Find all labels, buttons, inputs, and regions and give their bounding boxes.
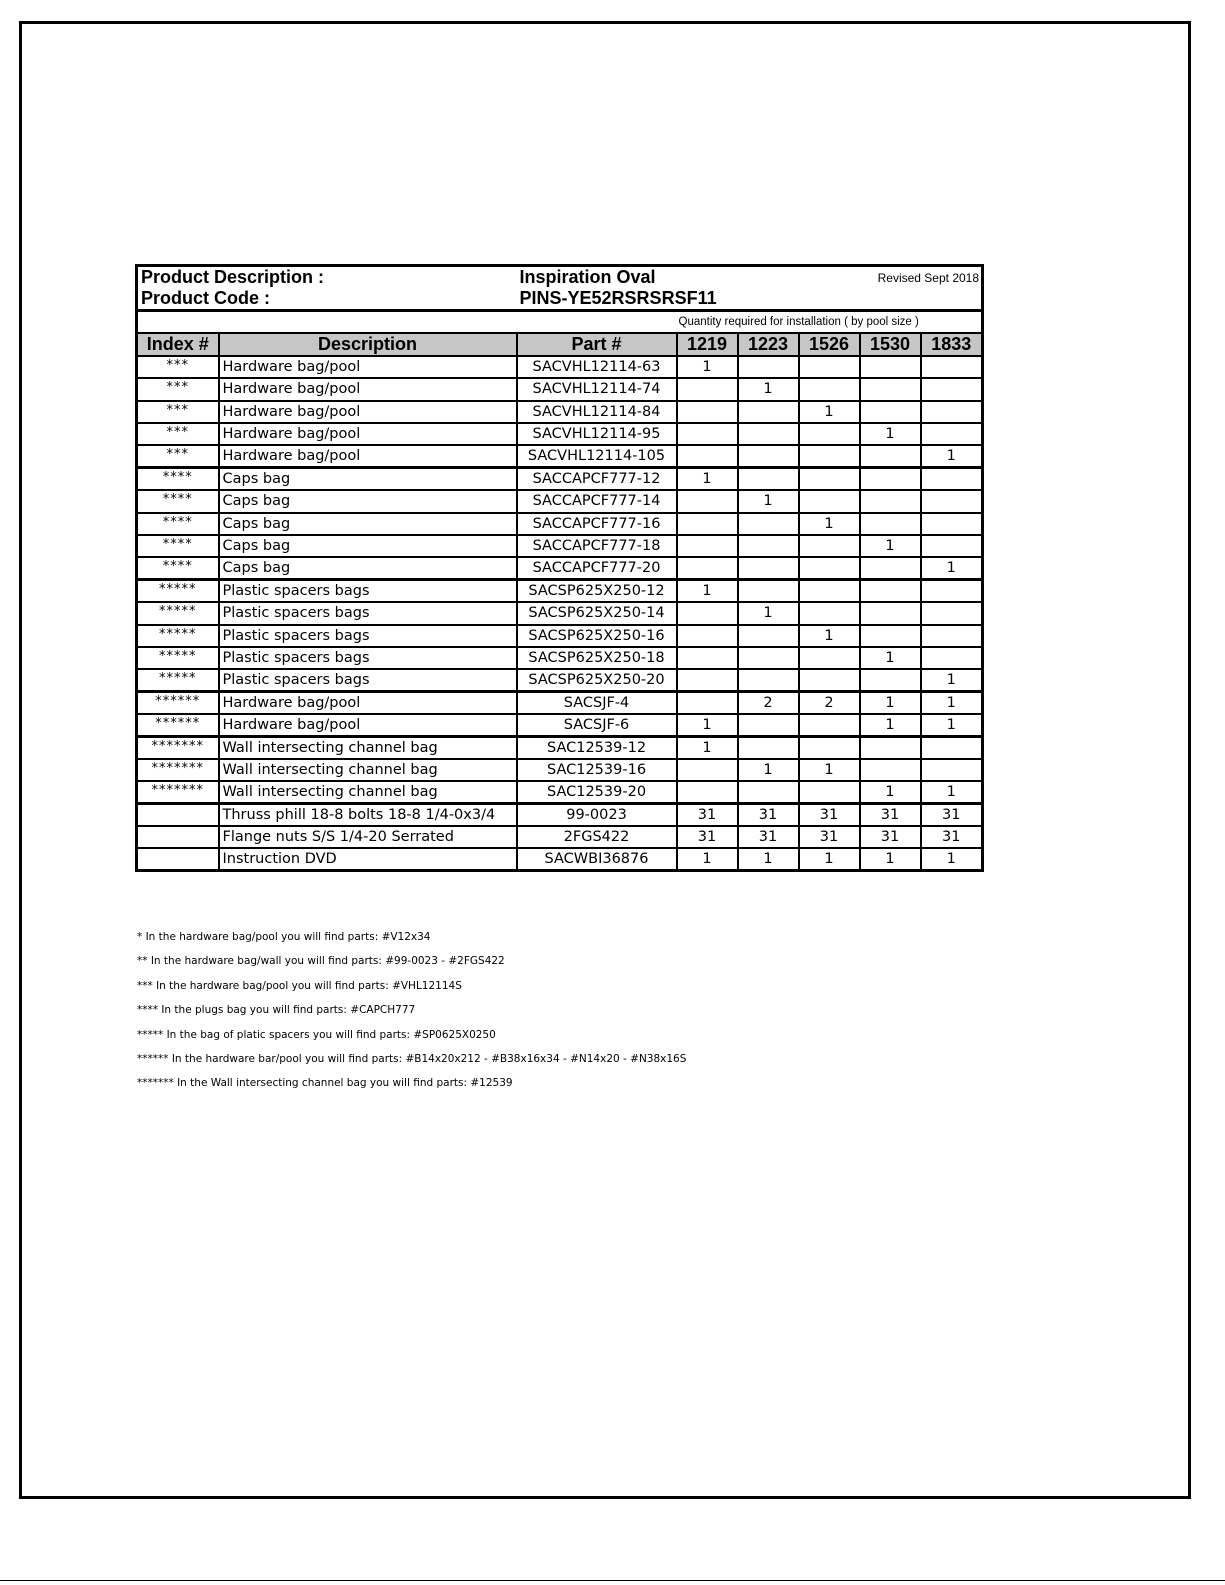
quantity-cell: [860, 468, 921, 490]
table-row: [137, 737, 983, 759]
quantity-cell: [921, 737, 983, 759]
quantity-cell: 1: [677, 848, 738, 870]
description-cell: Thruss phill 18-8 bolts 18-8 1/4-0x3/4: [219, 804, 517, 826]
index-cell: ***: [137, 401, 219, 423]
quantity-cell: [677, 423, 738, 445]
part-number-cell: SACWBI36876: [517, 848, 677, 870]
table-row: [137, 602, 983, 624]
quantity-cell: 31: [860, 804, 921, 826]
index-cell: *****: [137, 669, 219, 691]
caption-spacer: [137, 311, 677, 333]
footnote: ***** In the bag of platic spacers you will find parts: #SP0625X0250: [137, 1028, 496, 1041]
quantity-cell: 1: [921, 557, 983, 579]
quantity-cell: [677, 625, 738, 647]
quantity-cell: 31: [799, 826, 860, 848]
quantity-cell: [677, 669, 738, 691]
description-cell: Caps bag: [219, 513, 517, 535]
index-cell: ****: [137, 468, 219, 490]
part-number-cell: SAC12539-20: [517, 781, 677, 803]
part-number-cell: SACCAPCF777-14: [517, 490, 677, 512]
quantity-cell: [921, 580, 983, 602]
footnote: * In the hardware bag/pool you will find parts: #V12x34: [137, 931, 431, 943]
index-cell: ***: [137, 445, 219, 467]
index-cell: ******: [137, 714, 219, 736]
description-cell: Instruction DVD: [219, 848, 517, 870]
quantity-cell: [738, 737, 799, 759]
index-cell: *******: [137, 737, 219, 759]
quantity-cell: [677, 490, 738, 512]
col-header-size-1219: 1219: [677, 333, 738, 356]
index-cell: ****: [137, 535, 219, 557]
quantity-cell: 1: [738, 490, 799, 512]
description-cell: Plastic spacers bags: [219, 625, 517, 647]
quantity-cell: 1: [677, 468, 738, 490]
quantity-cell: 2: [738, 692, 799, 714]
table-row: [137, 490, 983, 512]
quantity-cell: [921, 468, 983, 490]
quantity-cell: [860, 580, 921, 602]
table-row: [137, 468, 983, 490]
quantity-cell: [677, 759, 738, 781]
quantity-cell: [677, 557, 738, 579]
quantity-cell: [738, 401, 799, 423]
quantity-cell: 1: [860, 692, 921, 714]
part-number-cell: SACCAPCF777-16: [517, 513, 677, 535]
quantity-cell: 1: [860, 714, 921, 736]
quantity-cell: [921, 490, 983, 512]
description-cell: Plastic spacers bags: [219, 669, 517, 691]
quantity-cell: [860, 401, 921, 423]
quantity-cell: 31: [860, 826, 921, 848]
table-row: [137, 759, 983, 781]
quantity-cell: 2: [799, 692, 860, 714]
quantity-cell: [921, 759, 983, 781]
description-cell: Caps bag: [219, 468, 517, 490]
table-row: [137, 826, 983, 848]
part-number-cell: SACVHL12114-95: [517, 423, 677, 445]
product-code-row: [137, 288, 983, 311]
part-number-cell: 99-0023: [517, 804, 677, 826]
quantity-cell: [921, 535, 983, 557]
quantity-cell: [860, 490, 921, 512]
quantity-cell: [677, 535, 738, 557]
part-number-cell: SAC12539-16: [517, 759, 677, 781]
index-cell: ******: [137, 692, 219, 714]
quantity-cell: [738, 669, 799, 691]
table-row: [137, 535, 983, 557]
index-cell: *******: [137, 781, 219, 803]
quantity-cell: 31: [738, 804, 799, 826]
index-cell: [137, 804, 219, 826]
description-cell: Plastic spacers bags: [219, 580, 517, 602]
quantity-cell: [799, 580, 860, 602]
table-row: [137, 580, 983, 602]
table-row: [137, 848, 983, 870]
index-cell: ***: [137, 356, 219, 378]
table-row: [137, 692, 983, 714]
part-number-cell: SAC12539-12: [517, 737, 677, 759]
part-number-cell: SACSP625X250-14: [517, 602, 677, 624]
quantity-cell: 1: [677, 356, 738, 378]
quantity-cell: [860, 669, 921, 691]
quantity-cell: [860, 378, 921, 400]
quantity-cell: [799, 535, 860, 557]
part-number-cell: 2FGS422: [517, 826, 677, 848]
product-description-value: Inspiration Oval: [517, 266, 799, 289]
parts-sheet: [135, 264, 981, 872]
table-row: [137, 714, 983, 736]
part-number-cell: SACSP625X250-12: [517, 580, 677, 602]
table-row: [137, 401, 983, 423]
quantity-cell: [799, 647, 860, 669]
quantity-cell: [738, 647, 799, 669]
description-cell: Caps bag: [219, 535, 517, 557]
part-number-cell: SACSP625X250-16: [517, 625, 677, 647]
part-number-cell: SACCAPCF777-20: [517, 557, 677, 579]
description-cell: Hardware bag/pool: [219, 445, 517, 467]
table-row: [137, 625, 983, 647]
quantity-cell: [921, 378, 983, 400]
quantity-cell: [738, 356, 799, 378]
quantity-cell: [860, 557, 921, 579]
quantity-cell: 1: [921, 669, 983, 691]
quantity-cell: 1: [921, 692, 983, 714]
footnotes: [137, 928, 937, 1099]
qty-caption: Quantity required for installation ( by pool size ): [677, 311, 983, 333]
product-description-label: Product Description :: [137, 266, 517, 289]
index-cell: [137, 848, 219, 870]
quantity-cell: [677, 513, 738, 535]
part-number-cell: SACSP625X250-20: [517, 669, 677, 691]
quantity-cell: [860, 513, 921, 535]
quantity-cell: [860, 445, 921, 467]
quantity-cell: [738, 468, 799, 490]
quantity-cell: 1: [860, 535, 921, 557]
table-row: [137, 356, 983, 378]
quantity-cell: [677, 781, 738, 803]
quantity-cell: 1: [921, 714, 983, 736]
quantity-cell: [860, 737, 921, 759]
part-number-cell: SACCAPCF777-18: [517, 535, 677, 557]
description-cell: Caps bag: [219, 490, 517, 512]
col-header-size-1526: 1526: [799, 333, 860, 356]
quantity-cell: [799, 490, 860, 512]
quantity-cell: 1: [921, 781, 983, 803]
quantity-cell: [799, 445, 860, 467]
quantity-cell: [738, 535, 799, 557]
quantity-cell: [677, 692, 738, 714]
quantity-cell: [799, 468, 860, 490]
description-cell: Hardware bag/pool: [219, 401, 517, 423]
quantity-cell: 1: [799, 759, 860, 781]
quantity-cell: [738, 557, 799, 579]
index-cell: ****: [137, 557, 219, 579]
quantity-cell: [799, 714, 860, 736]
index-cell: ****: [137, 513, 219, 535]
index-cell: ***: [137, 378, 219, 400]
part-number-cell: SACVHL12114-63: [517, 356, 677, 378]
quantity-cell: [921, 423, 983, 445]
quantity-cell: 1: [799, 848, 860, 870]
quantity-cell: 1: [860, 781, 921, 803]
table-row: [137, 804, 983, 826]
quantity-cell: 1: [738, 602, 799, 624]
quantity-cell: 1: [677, 737, 738, 759]
quantity-cell: 1: [677, 580, 738, 602]
description-cell: Hardware bag/pool: [219, 423, 517, 445]
quantity-cell: 1: [860, 647, 921, 669]
description-cell: Flange nuts S/S 1/4-20 Serrated: [219, 826, 517, 848]
footnote: ** In the hardware bag/wall you will find parts: #99-0023 - #2FGS422: [137, 955, 505, 968]
table-row: [137, 423, 983, 445]
quantity-cell: [921, 602, 983, 624]
footnote: **** In the plugs bag you will find parts: #CAPCH777: [137, 1004, 416, 1017]
footnote: ****** In the hardware bar/pool you will find parts: #B14x20x212 - #B38x16x34 - #N14x20 - #N38x16S: [137, 1052, 687, 1065]
quantity-cell: 1: [860, 848, 921, 870]
quantity-cell: [799, 737, 860, 759]
quantity-cell: 31: [738, 826, 799, 848]
index-cell: *******: [137, 759, 219, 781]
col-header-part: Part #: [517, 333, 677, 356]
description-cell: Wall intersecting channel bag: [219, 759, 517, 781]
quantity-cell: [738, 445, 799, 467]
quantity-cell: 1: [921, 445, 983, 467]
col-header-description: Description: [219, 333, 517, 356]
col-header-size-1223: 1223: [738, 333, 799, 356]
description-cell: Caps bag: [219, 557, 517, 579]
quantity-cell: [860, 602, 921, 624]
description-cell: Hardware bag/pool: [219, 714, 517, 736]
product-code-label: Product Code :: [141, 288, 270, 308]
quantity-cell: [921, 356, 983, 378]
quantity-cell: [921, 625, 983, 647]
quantity-cell: [921, 401, 983, 423]
table-row: [137, 557, 983, 579]
part-number-cell: SACSJF-6: [517, 714, 677, 736]
index-cell: *****: [137, 647, 219, 669]
col-header-index: Index #: [137, 333, 219, 356]
quantity-cell: [921, 647, 983, 669]
revised-date: Revised Sept 2018: [799, 266, 983, 289]
quantity-cell: 1: [921, 848, 983, 870]
quantity-cell: 1: [799, 513, 860, 535]
quantity-cell: [677, 647, 738, 669]
quantity-cell: [677, 602, 738, 624]
table-row: [137, 378, 983, 400]
quantity-cell: 1: [738, 378, 799, 400]
index-cell: ****: [137, 490, 219, 512]
parts-table: [135, 264, 984, 872]
quantity-cell: 1: [677, 714, 738, 736]
bottom-rule: [0, 1580, 1225, 1581]
quantity-cell: 31: [677, 826, 738, 848]
table-row: [137, 445, 983, 467]
quantity-cell: [799, 602, 860, 624]
quantity-cell: [921, 513, 983, 535]
table-row: [137, 513, 983, 535]
part-number-cell: SACVHL12114-105: [517, 445, 677, 467]
quantity-cell: [860, 625, 921, 647]
table-row: [137, 647, 983, 669]
quantity-cell: [738, 580, 799, 602]
quantity-cell: [799, 669, 860, 691]
index-cell: [137, 826, 219, 848]
part-number-cell: SACVHL12114-74: [517, 378, 677, 400]
description-cell: Hardware bag/pool: [219, 356, 517, 378]
footnote: ******* In the Wall intersecting channel bag you will find parts: #12539: [137, 1077, 513, 1090]
quantity-cell: [738, 781, 799, 803]
description-cell: Hardware bag/pool: [219, 692, 517, 714]
col-header-size-1833: 1833: [921, 333, 983, 356]
quantity-cell: 1: [738, 759, 799, 781]
quantity-cell: 31: [799, 804, 860, 826]
description-cell: Wall intersecting channel bag: [219, 781, 517, 803]
quantity-cell: [738, 714, 799, 736]
quantity-cell: [799, 557, 860, 579]
index-cell: *****: [137, 625, 219, 647]
description-cell: Wall intersecting channel bag: [219, 737, 517, 759]
quantity-cell: 1: [799, 401, 860, 423]
column-header-row: [137, 333, 983, 356]
part-number-cell: SACVHL12114-84: [517, 401, 677, 423]
quantity-cell: 31: [677, 804, 738, 826]
quantity-cell: [799, 423, 860, 445]
product-code-value: PINS-YE52RSRSRSF11: [519, 288, 717, 308]
index-cell: *****: [137, 602, 219, 624]
quantity-cell: 1: [860, 423, 921, 445]
quantity-cell: [860, 356, 921, 378]
quantity-cell: [738, 423, 799, 445]
quantity-cell: 1: [799, 625, 860, 647]
quantity-cell: 31: [921, 826, 983, 848]
quantity-cell: [860, 759, 921, 781]
table-row: [137, 781, 983, 803]
col-header-size-1530: 1530: [860, 333, 921, 356]
quantity-cell: [677, 378, 738, 400]
part-number-cell: SACCAPCF777-12: [517, 468, 677, 490]
quantity-cell: 31: [921, 804, 983, 826]
quantity-cell: [738, 513, 799, 535]
quantity-cell: [677, 401, 738, 423]
description-cell: Hardware bag/pool: [219, 378, 517, 400]
index-cell: *****: [137, 580, 219, 602]
quantity-cell: [799, 378, 860, 400]
description-cell: Plastic spacers bags: [219, 602, 517, 624]
quantity-cell: [799, 781, 860, 803]
index-cell: ***: [137, 423, 219, 445]
table-row: [137, 669, 983, 691]
part-number-cell: SACSP625X250-18: [517, 647, 677, 669]
quantity-cell: 1: [738, 848, 799, 870]
quantity-cell: [677, 445, 738, 467]
quantity-cell: [738, 625, 799, 647]
description-cell: Plastic spacers bags: [219, 647, 517, 669]
part-number-cell: SACSJF-4: [517, 692, 677, 714]
quantity-cell: [799, 356, 860, 378]
product-description-row: [137, 266, 983, 289]
qty-caption-row: [137, 311, 983, 333]
footnote: *** In the hardware bag/pool you will find parts: #VHL12114S: [137, 979, 462, 992]
